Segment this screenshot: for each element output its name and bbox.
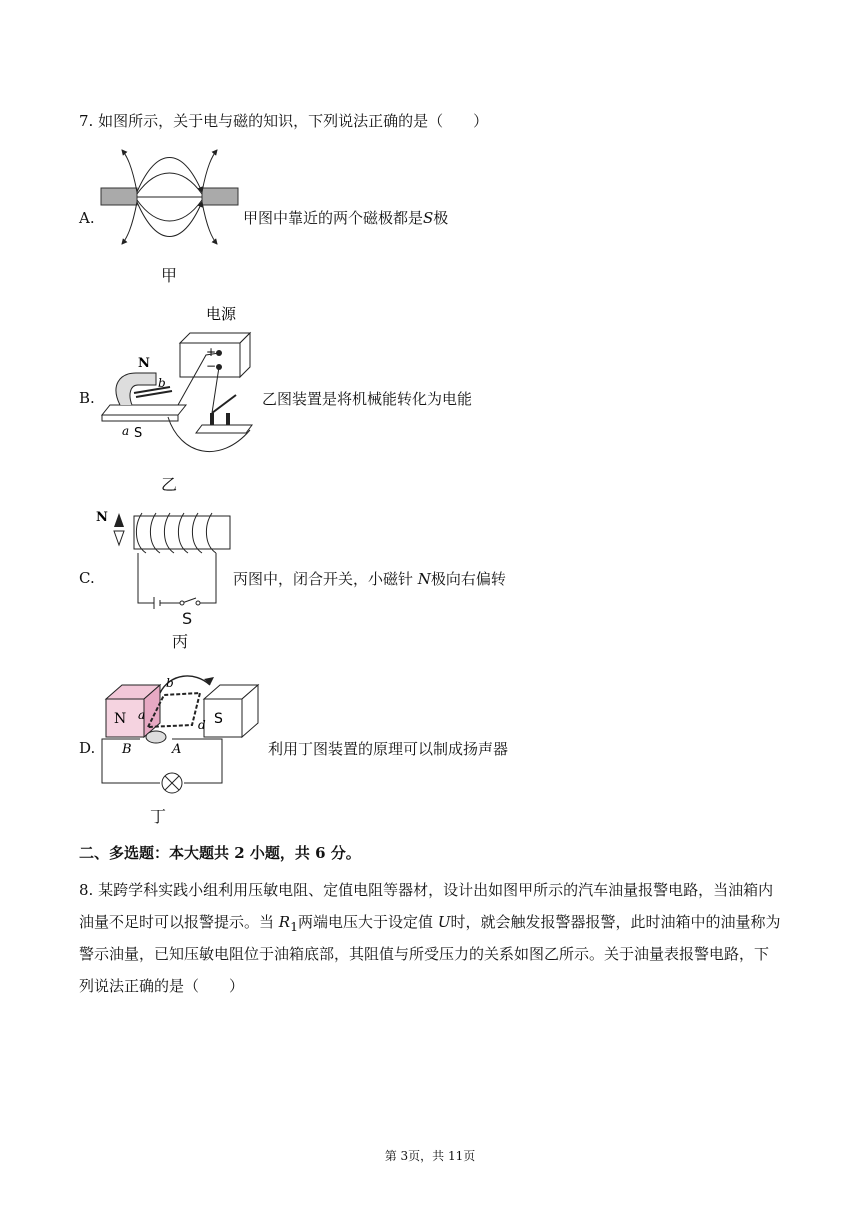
option-b-label: B. (79, 389, 95, 407)
q8-line-4: 列说法正确的是（ ） (79, 977, 245, 995)
fig-bing-switch-label: S (182, 609, 193, 628)
q8-line-1: 8. 某跨学科实践小组利用压敏电阻、定值电阻等器材，设计出如图甲所示的汽车油量报警电路，当油箱内 (79, 881, 774, 899)
svg-text:+: + (206, 345, 217, 359)
q8-line-2: 油量不足时可以报警提示。当 $R_1$两端电压大于设定值 U时，就会触发报警器报警，此时油箱中的油量称为 (79, 913, 781, 934)
figure-bing-solenoid (96, 505, 246, 610)
svg-text:S: S (214, 711, 223, 727)
q8-line-3: 警示油量，已知压敏电阻位于油箱底部，其阻值与所受压力的关系如图乙所示。关于油量表报警电路，下 (79, 945, 770, 963)
caption-jia: 甲 (161, 266, 178, 285)
caption-ding: 丁 (150, 807, 167, 826)
page-footer: 第 3页，共 11页 (384, 1149, 476, 1163)
option-c-text: 丙图中，闭合开关，小磁针 N极向右偏转 (233, 570, 506, 588)
q7-stem: 7. 如图所示，关于电与磁的知识，下列说法正确的是（ ） (79, 112, 489, 130)
figure-jia-magnets (97, 146, 247, 246)
fig-yi-power-text: 电源 (206, 305, 237, 323)
svg-text:S: S (134, 426, 143, 441)
svg-text:b: b (158, 376, 166, 390)
svg-text:A: A (172, 742, 182, 757)
svg-text:a: a (122, 424, 130, 438)
option-d-text: 利用丁图装置的原理可以制成扬声器 (268, 740, 509, 758)
option-c-label: C. (79, 569, 95, 587)
figure-yi-generator (100, 305, 270, 460)
option-a-label: A. (79, 209, 95, 227)
svg-text:b: b (166, 676, 174, 690)
svg-text:N: N (114, 711, 127, 727)
svg-text:N: N (96, 510, 108, 525)
option-a-text: 甲图中靠近的两个磁极都是S极 (243, 209, 449, 227)
option-b-text: 乙图装置是将机械能转化为电能 (262, 390, 473, 408)
figure-ding-motor (100, 665, 270, 785)
section-2-heading: 二、多选题：本大题共 2 小题，共 6 分。 (79, 844, 361, 862)
caption-bing: 丙 (172, 632, 189, 651)
svg-text:a: a (138, 708, 146, 722)
svg-text:−: − (206, 359, 217, 373)
caption-yi: 乙 (161, 475, 178, 494)
option-d-label: D. (79, 739, 96, 757)
svg-text:N: N (138, 356, 150, 371)
svg-text:d: d (198, 718, 206, 732)
svg-text:B: B (122, 742, 132, 757)
